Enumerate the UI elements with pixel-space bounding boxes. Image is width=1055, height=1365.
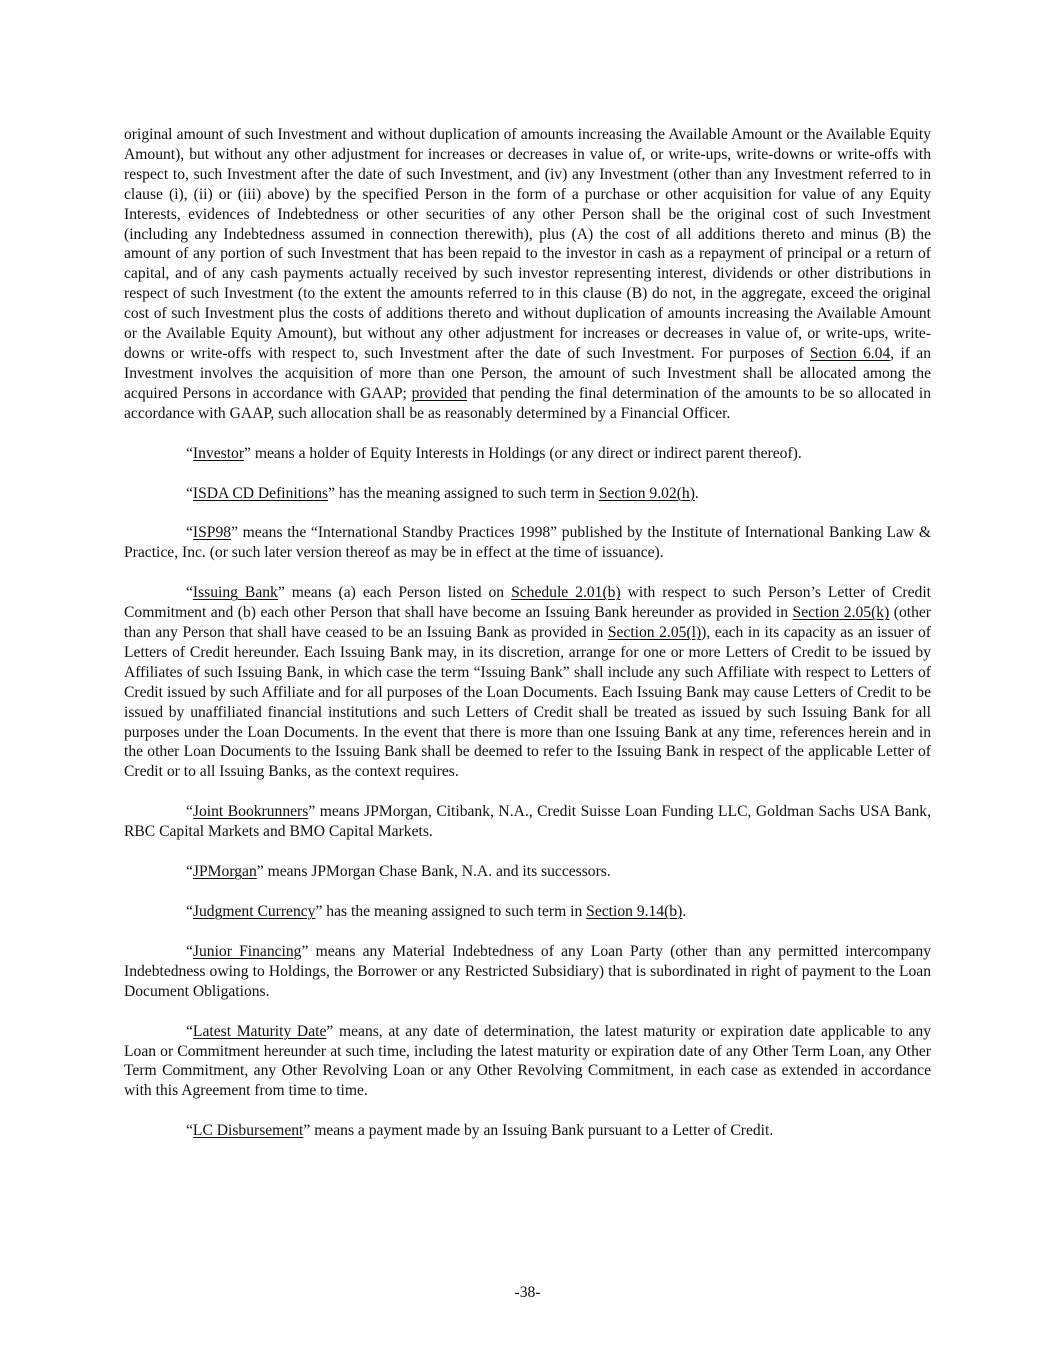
cross-reference: Schedule 2.01(b): [511, 584, 621, 602]
definition-judgment-currency: “Judgment Currency” has the meaning assigned to such term in Section 9.14(b).: [186, 903, 687, 920]
paragraph-investment-continued: original amount of such Investment and without duplication of amounts increasing the Available Amount or the Available Equity Amount), but without any other adjustment for increases or decreases in value of, or write-ups, write-downs or write-offs with respect to, such Investment after the date of such Investment, and (iv) any Investment (other than any Investment referred to in clause (i), (ii) or (iii) above) by the specified Person in the form of a purchase or other acquisition for value of any Equity Interests, evidences of Indebtedness or other securities of any other Person shall be the original cost of such Investment (including any Indebtedness assumed in connection therewith), plus (A) the cost of all additions thereto and minus (B) the amount of any portion of such Investment that has been repaid to the investor in cash as a repayment of principal or a return of capital, and of any cash payments actually received by such investor representing interest, dividends or other distributions in respect of such Investment (to the extent the amounts referred to in this clause (B) do not, in the aggregate, exceed the original cost of such Investment plus the costs of additions thereto and without duplication of amounts increasing the Available Amount or the Available Equity Amount), but without any other adjustment for increases or decreases in value of, or write-ups, write-downs or write-offs with respect to, such Investment after the date of such Investment. For purposes of Section 6.04, if an Investment involves the acquisition of more than one Person, the amount of such Investment shall be allocated among the acquired Persons in accordance with GAAP; provided that pending the final determination of the amounts to be so allocated in accordance with GAAP, such allocation shall be as reasonably determined by a Financial Officer.: [124, 126, 932, 422]
cross-reference: Section 2.05(l): [607, 624, 702, 642]
defined-term: Judgment Currency: [192, 903, 316, 920]
definition-lc-disbursement: “LC Disbursement” means a payment made by an Issuing Bank pursuant to a Letter of Credit.: [186, 1122, 774, 1140]
cross-reference: Section 9.14(b): [586, 903, 683, 920]
defined-term: Joint Bookrunners: [192, 803, 309, 821]
cross-reference: Section 6.04: [809, 344, 891, 362]
defined-term: Junior Financing: [192, 942, 302, 960]
proviso-term: provided: [411, 384, 468, 402]
definition-jpmorgan: “JPMorgan” means JPMorgan Chase Bank, N.A. and its successors.: [186, 863, 611, 881]
definition-isp98: “ISP98” means the “International Standby Practices 1998” published by the Institute of International Banking Law & Practice, Inc. (or such later version thereof as may be in effect at the time of issuance).: [124, 524, 931, 562]
document-body: [124, 125, 931, 1161]
defined-term: ISP98: [192, 524, 232, 542]
definition-isda-cd-definitions: “ISDA CD Definitions” has the meaning assigned to such term in Section 9.02(h).: [186, 484, 699, 502]
defined-term: Issuing Bank: [192, 584, 278, 602]
defined-term: Latest Maturity Date: [192, 1022, 327, 1040]
definition-investor: “Investor” means a holder of Equity Interests in Holdings (or any direct or indirect parent thereof).: [186, 444, 802, 462]
defined-term: LC Disbursement: [192, 1122, 304, 1140]
defined-term: JPMorgan: [192, 863, 257, 881]
defined-term: ISDA CD Definitions: [192, 484, 329, 502]
definition-issuing-bank: “Issuing Bank” means (a) each Person listed on Schedule 2.01(b) with respect to such Person’s Letter of Credit Commitment and (b) each other Person that shall have become an Issuing Bank hereunder as provided in Section 2.05(k) (other than any Person that shall have ceased to be an Issuing Bank as provided in Section 2.05(l)), each in its capacity as an issuer of Letters of Credit hereunder. Each Issuing Bank may, in its discretion, arrange for one or more Letters of Credit to be issued by Affiliates of such Issuing Bank, in which case the term “Issuing Bank” shall include any such Affiliate with respect to Letters of Credit issued by such Affiliate and for all purposes of the Loan Documents. Each Issuing Bank may cause Letters of Credit to be issued by unaffiliated financial institutions and such Letters of Credit shall be treated as issued by such Issuing Bank for all purposes under the Loan Documents. In the event that there is more than one Issuing Bank at any time, references herein and in the other Loan Documents to the Issuing Bank shall be deemed to refer to the Issuing Bank in respect of the applicable Letter of Credit or to all Issuing Banks, as the context requires.: [124, 584, 931, 781]
definition-junior-financing: “Junior Financing” means any Material Indebtedness of any Loan Party (other than any permitted intercompany Indebtedness owing to Holdings, the Borrower or any Restricted Subsidiary) that is subordinated in right of payment to the Loan Document Obligations.: [124, 942, 931, 1000]
definition-joint-bookrunners: “Joint Bookrunners” means JPMorgan, Citibank, N.A., Credit Suisse Loan Funding LLC, Goldman Sachs USA Bank, RBC Capital Markets and BMO Capital Markets.: [124, 803, 931, 841]
cross-reference: Section 9.02(h): [598, 484, 695, 502]
cross-reference: Section 2.05(k): [792, 604, 890, 622]
page-number: -38-: [514, 1284, 541, 1301]
defined-term: Investor: [192, 444, 245, 462]
definition-latest-maturity-date: “Latest Maturity Date” means, at any date of determination, the latest maturity or expiration date applicable to any Loan or Commitment hereunder at such time, including the latest maturity or expiration date of any Other Term Loan, any Other Term Commitment, any Other Revolving Loan or any Other Revolving Commitment, in each case as extended in accordance with this Agreement from time to time.: [124, 1022, 931, 1100]
